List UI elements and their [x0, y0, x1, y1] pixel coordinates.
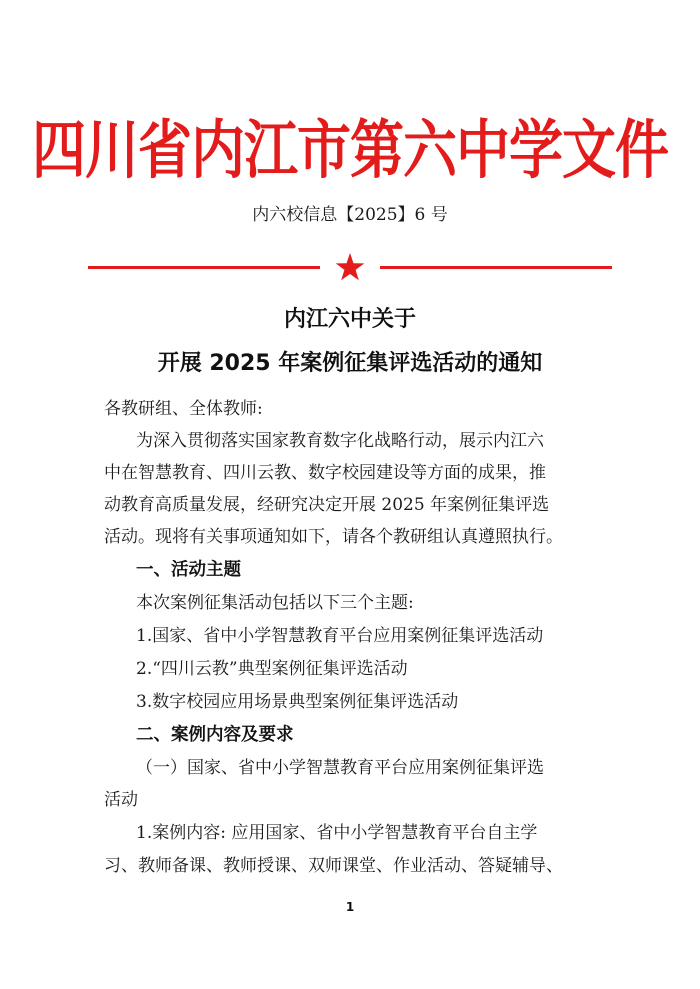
section2-content-line1: 1.案例内容: 应用国家、省中小学智慧教育平台自主学: [136, 823, 538, 843]
star-icon: [336, 253, 365, 280]
salutation: 各教研组、全体教师:: [104, 399, 263, 419]
notice-title-line1: 内江六中关于: [283, 307, 416, 332]
section1-item-1: 1.国家、省中小学智慧教育平台应用案例征集评选活动: [136, 626, 544, 646]
intro-line-1: 为深入贯彻落实国家教育数字化战略行动，展示内江六: [136, 431, 544, 451]
section2-content-line2: 习、教师备课、教师授课、双师课堂、作业活动、答疑辅导、: [104, 856, 563, 876]
divider-line-right: [380, 266, 612, 269]
section1-lead: 本次案例征集活动包括以下三个主题:: [136, 593, 414, 613]
divider-line-left: [88, 266, 320, 269]
red-divider: [88, 253, 612, 283]
masthead-title: 四川省内江市第六中学文件: [32, 111, 668, 188]
section2-heading: 二、案例内容及要求: [136, 725, 294, 745]
intro-line-4: 活动。现将有关事项通知如下，请各个教研组认真遵照执行。: [104, 527, 563, 547]
page-number: 1: [345, 900, 355, 914]
section2-sub1-line2: 活动: [104, 790, 138, 810]
section1-heading: 一、活动主题: [136, 560, 241, 580]
section2-sub1-line1: （一）国家、省中小学智慧教育平台应用案例征集评选: [136, 758, 544, 778]
notice-title-line2: 开展 2025 年案例征集评选活动的通知: [157, 351, 543, 376]
intro-line-3: 动教育高质量发展，经研究决定开展 2025 年案例征集评选: [104, 495, 550, 515]
section1-item-2: 2.“四川云教”典型案例征集评选活动: [136, 659, 408, 679]
section1-item-3: 3.数字校园应用场景典型案例征集评选活动: [136, 692, 459, 712]
document-number: 内六校信息【2025】6 号: [252, 205, 448, 225]
intro-line-2: 中在智慧教育、四川云教、数字校园建设等方面的成果，推: [104, 463, 546, 483]
